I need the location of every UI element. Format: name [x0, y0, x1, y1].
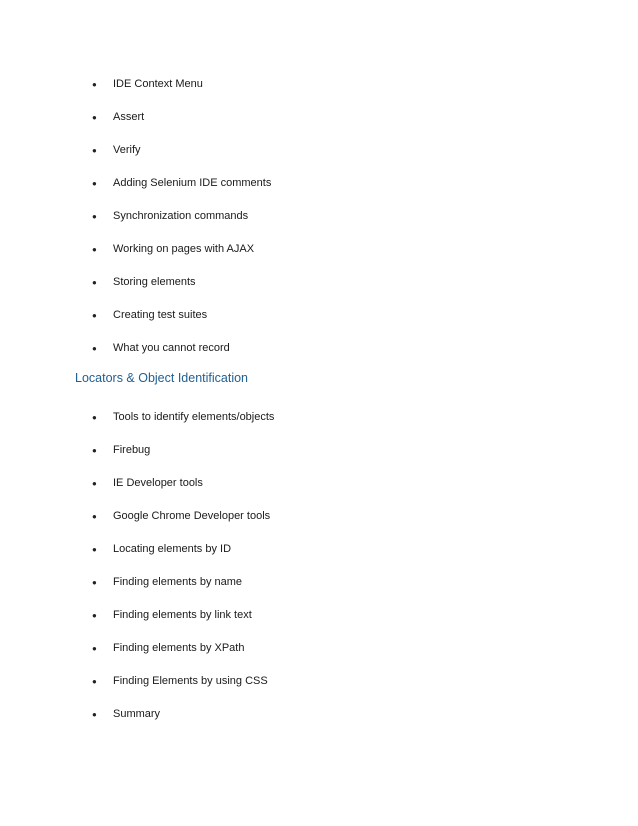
list-item: [0, 243, 638, 276]
bullet-list-ide-topics: [0, 78, 638, 375]
list-item-text: What you cannot record: [113, 342, 230, 354]
bullet-icon: ●: [92, 479, 97, 488]
bullet-icon: ●: [92, 413, 97, 422]
list-item: [0, 111, 638, 144]
bullet-list-locator-topics: [0, 411, 638, 741]
list-item: [0, 675, 638, 708]
bullet-icon: ●: [92, 179, 97, 188]
list-item: [0, 144, 638, 177]
list-item: [0, 543, 638, 576]
list-item-text: Verify: [113, 144, 141, 156]
bullet-icon: ●: [92, 113, 97, 122]
bullet-icon: ●: [92, 344, 97, 353]
list-item-text: Tools to identify elements/objects: [113, 411, 275, 423]
list-item: [0, 309, 638, 342]
bullet-icon: ●: [92, 545, 97, 554]
list-item-text: Creating test suites: [113, 309, 208, 321]
list-item: [0, 642, 638, 675]
list-item-text: Google Chrome Developer tools: [113, 510, 271, 522]
list-item-text: Finding Elements by using CSS: [113, 675, 268, 687]
bullet-icon: ●: [92, 146, 97, 155]
bullet-icon: ●: [92, 512, 97, 521]
list-item-text: Finding elements by XPath: [113, 642, 245, 654]
list-item: [0, 510, 638, 543]
section-heading: Locators & Object Identification: [75, 371, 249, 385]
bullet-icon: ●: [92, 710, 97, 719]
bullet-icon: ●: [92, 677, 97, 686]
list-item-text: Finding elements by name: [113, 576, 243, 588]
list-item: [0, 576, 638, 609]
list-item: [0, 210, 638, 243]
list-item: [0, 708, 638, 741]
list-item: [0, 444, 638, 477]
list-item: [0, 411, 638, 444]
list-item-text: Firebug: [113, 444, 151, 456]
list-item-text: Working on pages with AJAX: [113, 243, 255, 255]
list-item-text: Summary: [113, 708, 161, 720]
bullet-icon: ●: [92, 446, 97, 455]
list-item: [0, 177, 638, 210]
list-item-text: Synchronization commands: [113, 210, 249, 222]
list-item: [0, 609, 638, 642]
bullet-icon: ●: [92, 80, 97, 89]
list-item-text: Storing elements: [113, 276, 196, 288]
bullet-icon: ●: [92, 578, 97, 587]
bullet-icon: ●: [92, 311, 97, 320]
list-item: [0, 78, 638, 111]
bullet-icon: ●: [92, 278, 97, 287]
bullet-icon: ●: [92, 611, 97, 620]
list-item: [0, 477, 638, 510]
list-item-text: IDE Context Menu: [113, 78, 203, 90]
bullet-icon: ●: [92, 245, 97, 254]
list-item-text: Assert: [113, 111, 145, 123]
list-item-text: Finding elements by link text: [113, 609, 252, 621]
list-item-text: Locating elements by ID: [113, 543, 232, 555]
list-item-text: Adding Selenium IDE comments: [113, 177, 272, 189]
bullet-icon: ●: [92, 212, 97, 221]
list-item-text: IE Developer tools: [113, 477, 203, 489]
bullet-icon: ●: [92, 644, 97, 653]
list-item: [0, 276, 638, 309]
